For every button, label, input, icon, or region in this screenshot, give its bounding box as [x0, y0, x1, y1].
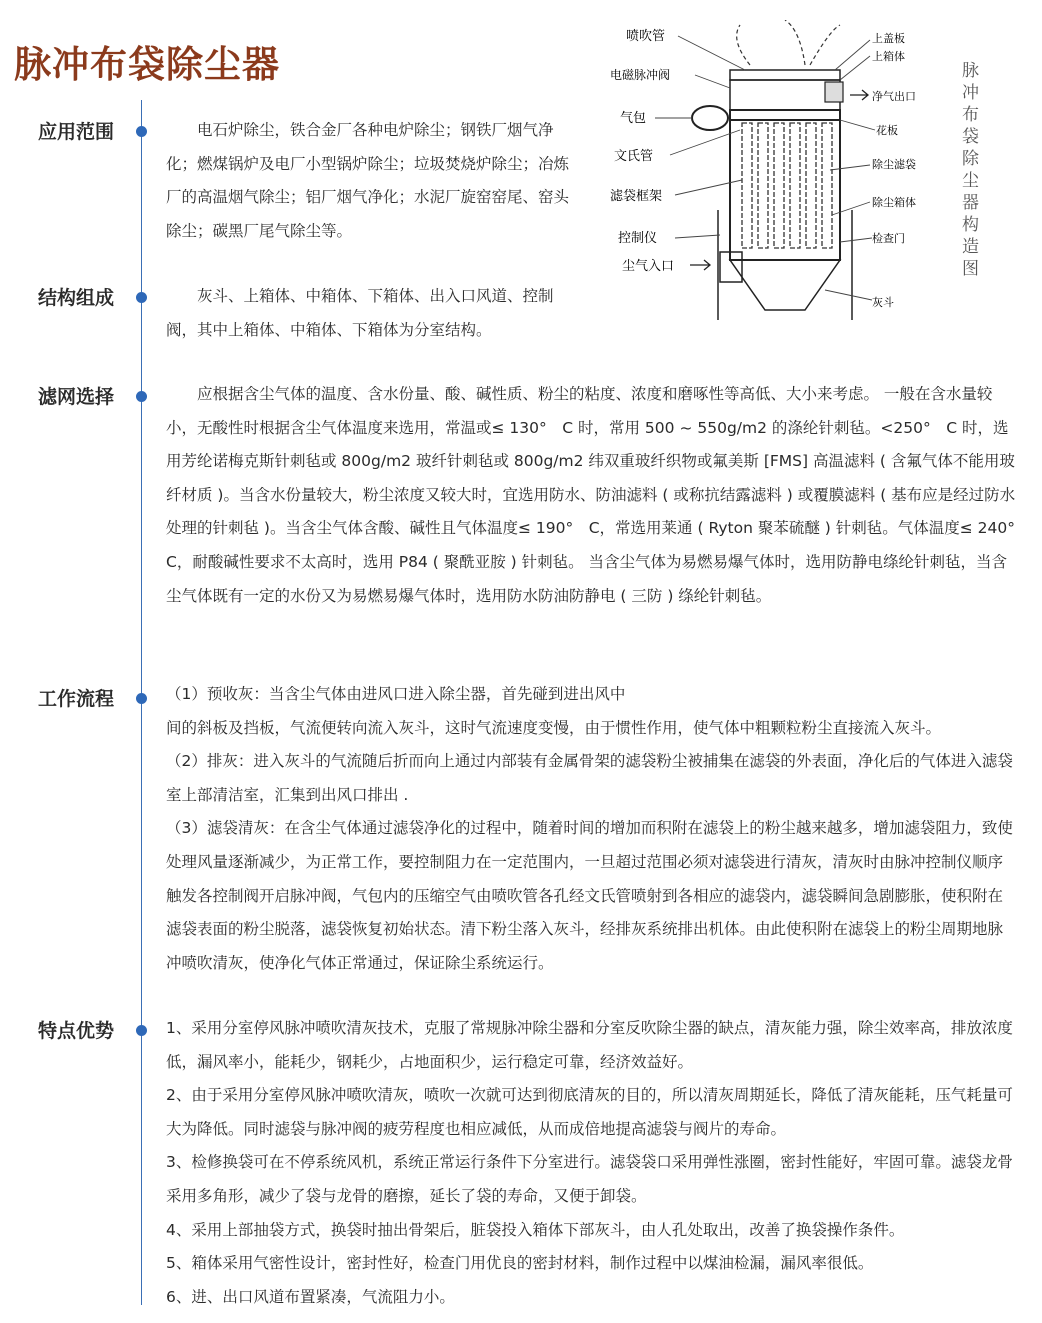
- label-inspection-door: 检查门: [872, 232, 905, 245]
- diagram-vertical-title: [962, 61, 980, 279]
- paragraph: （2）排灰：进入灰斗的气流随后折而向上通过内部装有金属骨架的滤袋粉尘被捕集在滤袋的外表面，净化后的气体进入滤袋室上部清洁室，汇集到出风口排出 .: [166, 752, 1013, 804]
- label-outlet: 净气出口: [872, 90, 916, 103]
- paragraph: 应根据含尘气体的温度、含水份量、酸、碱性质、粉尘的粘度、浓度和磨啄性等高低、大小来考虑。 一般在含水量较小，无酸性时根据含尘气体温度来选用，常温或≤ 130° C 时，常用 500 ~ 550g/m2 的涤纶针刺毡。<250° C 时，选用芳纶诺梅克斯针刺毡或 800g/m2 玻纤针刺毡或 800g/m2 纬双重玻纤织物或氟美斯 [FMS] 高温滤料 ( 含氟气体不能用玻纤材质 )。当含水份量较大，粉尘浓度又较大时，宜选用防水、防油滤料 ( 或称抗结露滤料 ) 或覆膜滤料 ( 基布应是经过防水处理的针刺毡 )。当含尘气体含酸、碱性且气体温度≤ 190° C，常选用莱通 ( Ryton 聚苯硫醚 ) 针刺毡。气体温度≤ 240° C，耐酸碱性要求不太高时，选用 P84 ( 聚酰亚胺 ) 针刺毡。 当含尘气体为易燃易爆气体时，选用防静电绦纶针刺毡，当含尘气体既有一定的水份又为易燃易爆气体时，选用防水防油防静电 ( 三防 ) 绦纶针刺毡。: [166, 385, 1031, 605]
- section-body: [166, 114, 576, 248]
- structure-diagram: [600, 20, 1030, 320]
- paragraph: 灰斗、上箱体、中箱体、下箱体、出入口风道、控制阀，其中上箱体、中箱体、下箱体为分室结构。: [166, 287, 554, 339]
- filter-bags: [742, 123, 832, 248]
- label-tube-sheet: 花板: [876, 124, 898, 137]
- paragraph: 6、进、出口风道布置紧凑，气流阻力小。: [166, 1287, 455, 1306]
- label-inlet: 尘气入口: [622, 259, 675, 274]
- label-upper-box: 上箱体: [872, 50, 905, 63]
- air-bag-shape: [692, 106, 728, 130]
- paragraph: 1、采用分室停风脉冲喷吹清灰技术，克服了常规脉冲除尘器和分室反吹除尘器的缺点，清灰能力强，除尘效率高，排放浓度低，漏风率小，能耗少，钢耗少，占地面积少，运行稳定可靠，经济效益好。: [166, 1019, 1013, 1071]
- svg-text:冲: 冲: [962, 83, 979, 103]
- timeline-dot: [136, 292, 147, 303]
- section-body: [166, 280, 576, 347]
- label-dust-box: 除尘箱体: [872, 196, 916, 209]
- svg-text:袋: 袋: [962, 127, 979, 147]
- paragraph: （1）预收灰：当含尘气体由进风口进入除尘器，首先碰到进出风中: [166, 685, 626, 703]
- svg-text:布: 布: [962, 105, 979, 125]
- section-body: [166, 378, 1031, 613]
- section-body: [166, 1012, 1018, 1314]
- spray-arc-mid: [785, 20, 805, 65]
- label-bag-frame: 滤袋框架: [610, 189, 663, 204]
- timeline-dot: [136, 126, 147, 137]
- section-structure: [38, 286, 114, 310]
- outlet-stub: [825, 82, 843, 102]
- upper-box: [730, 80, 840, 110]
- paragraph: 2、由于采用分室停风脉冲喷吹清灰，喷吹一次就可达到彻底清灰的目的，所以清灰周期延长，降低了清灰能耗，压气耗量可大为降低。同时滤袋与脉冲阀的疲劳程度也相应减低，从而成倍地提高滤袋与阀片的寿命。: [166, 1086, 1013, 1138]
- label-hopper: 灰斗: [872, 296, 894, 309]
- svg-text:图: 图: [962, 259, 979, 279]
- label-filter-bag: 除尘滤袋: [872, 158, 916, 171]
- svg-text:造: 造: [962, 237, 979, 257]
- section-label: 结构组成: [38, 287, 115, 309]
- paragraph: （3）滤袋清灰：在含尘气体通过滤袋净化的过程中，随着时间的增加而积附在滤袋上的粉尘越来越多，增加滤袋阻力，致使处理风量逐渐减少，为正常工作，要控制阻力在一定范围内，一旦超过范围必须对滤袋进行清灰，清灰时由脉冲控制仪顺序触发各控制阀开启脉冲阀，气包内的压缩空气由喷吹管各孔经文氏管喷射到各相应的滤袋内，滤袋瞬间急剧膨胀，使积附在滤袋表面的粉尘脱落，滤袋恢复初始状态。清下粉尘落入灰斗，经排灰系统排出机体。由此使积附在滤袋上的粉尘周期地脉冲喷吹清灰，使净化气体正常通过，保证除尘系统运行。: [166, 819, 1013, 972]
- timeline-dot: [136, 391, 147, 402]
- label-venturi: 文氏管: [614, 149, 654, 164]
- spray-arc-left: [737, 25, 750, 65]
- section-advantages: [38, 1019, 114, 1043]
- svg-text:器: 器: [962, 193, 979, 213]
- paragraph: 电石炉除尘，铁合金厂各种电炉除尘；钢铁厂烟气净化；燃煤锅炉及电厂小型锅炉除尘；垃圾焚烧炉除尘；冶炼厂的高温烟气除尘；铝厂烟气净化；水泥厂旋窑窑尾、窑头除尘；碳黑厂尾气除尘等。: [166, 121, 570, 240]
- label-controller: 控制仪: [618, 231, 658, 246]
- svg-text:除: 除: [962, 149, 979, 169]
- section-filter-selection: [38, 385, 114, 409]
- paragraph: 5、箱体采用气密性设计，密封性好，检查门用优良的密封材料，制作过程中以煤油检漏，漏风率很低。: [166, 1254, 874, 1273]
- label-pulse-valve: 电磁脉冲阀: [610, 68, 671, 82]
- section-label: 特点优势: [38, 1020, 115, 1042]
- hopper-shape: [730, 260, 840, 310]
- spray-arc-right: [810, 25, 840, 65]
- section-label: 滤网选择: [38, 386, 115, 408]
- dust-box-body: [730, 110, 840, 260]
- top-cover: [730, 70, 840, 80]
- svg-text:脉: 脉: [962, 61, 979, 81]
- label-spray-pipe: 喷吹管: [626, 29, 666, 44]
- section-workflow: [38, 687, 114, 711]
- label-top-cover: 上盖板: [872, 32, 905, 45]
- timeline-dot: [136, 693, 147, 704]
- section-body: [166, 678, 1018, 980]
- section-label: 工作流程: [38, 688, 115, 710]
- paragraph: 间的斜板及挡板，气流便转向流入灰斗，这时气流速度变慢，由于惯性作用，使气体中粗颗粒粉尘直接流入灰斗。: [166, 718, 942, 737]
- svg-text:尘: 尘: [962, 171, 979, 191]
- paragraph: 3、检修换袋可在不停系统风机，系统正常运行条件下分室进行。滤袋袋口采用弹性涨圈，密封性能好，牢固可靠。滤袋龙骨采用多角形，减少了袋与龙骨的磨擦，延长了袋的寿命，又便于卸袋。: [166, 1153, 1013, 1205]
- section-label: 应用范围: [38, 121, 115, 143]
- timeline-dot: [136, 1025, 147, 1036]
- label-air-bag: 气包: [620, 111, 647, 126]
- page-title: 脉冲布袋除尘器: [14, 43, 280, 86]
- section-application: [38, 120, 114, 144]
- svg-text:构: 构: [962, 215, 979, 235]
- paragraph: 4、采用上部抽袋方式，换袋时抽出骨架后，脏袋投入箱体下部灰斗，由人孔处取出，改善了换袋操作条件。: [166, 1220, 905, 1239]
